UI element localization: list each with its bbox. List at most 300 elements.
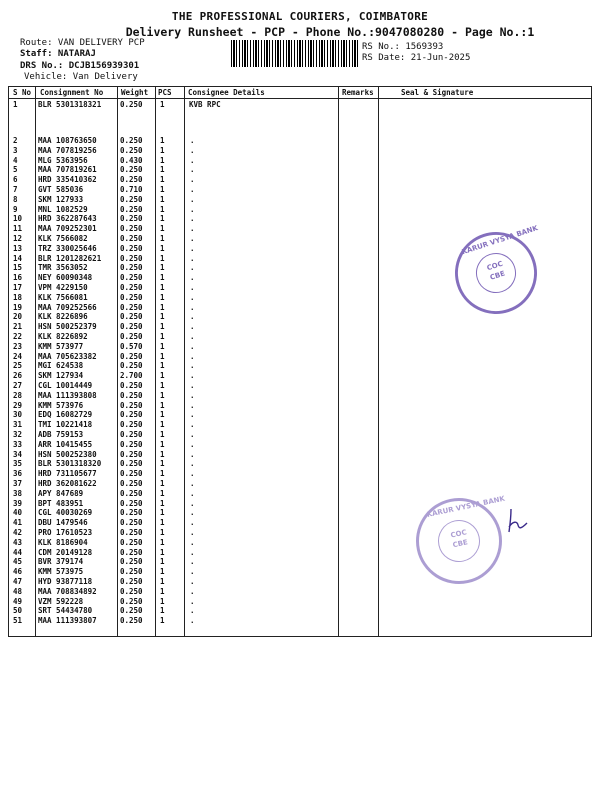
- row-consignee-mark: .: [190, 390, 195, 400]
- row-sno: 27: [13, 381, 23, 390]
- row-consignment: NEY 60090348: [38, 273, 93, 283]
- row-consignment: SRT 54434780: [38, 606, 93, 616]
- row-consignment: MAA 707819256: [38, 145, 97, 155]
- row-pcs: 1: [160, 341, 165, 351]
- row-pcs: 1: [160, 234, 165, 243]
- row-consignee-mark: .: [190, 155, 195, 165]
- row-pcs: 1: [160, 155, 165, 165]
- row-consignee-mark: .: [190, 528, 195, 537]
- table-row: [9, 205, 591, 214]
- row-pcs: 1: [160, 616, 165, 626]
- row-sno: 32: [13, 430, 23, 439]
- row-sno: 11: [13, 224, 23, 234]
- table-row: [9, 606, 591, 615]
- row-weight: 0.250: [120, 136, 143, 145]
- row-sno: 31: [13, 420, 23, 430]
- row-consignee-mark: .: [190, 469, 195, 479]
- row-pcs: 1: [160, 371, 165, 381]
- barcode: [231, 40, 359, 67]
- row-weight: 0.250: [120, 302, 143, 312]
- table-row: [9, 537, 591, 550]
- row-pcs: 1: [160, 292, 165, 302]
- row-weight: 0.250: [120, 204, 143, 214]
- row-consignment: KLK 8226896: [38, 312, 88, 322]
- table-row: [9, 401, 591, 410]
- row-pcs: 1: [160, 165, 165, 175]
- row-sno: 43: [13, 537, 23, 547]
- row-consignment: HSN 500252379: [38, 322, 97, 332]
- col-header-consignee: Consignee Details: [188, 88, 265, 97]
- row-consignment: MAA 708834892: [38, 586, 97, 596]
- row-consignee-mark: .: [190, 381, 195, 390]
- row-sno: 44: [13, 547, 23, 557]
- row-weight: 0.250: [120, 194, 143, 204]
- row-weight: 0.250: [120, 488, 143, 498]
- row-consignment: GVT 585036: [38, 185, 84, 194]
- row-sno: 26: [13, 371, 23, 381]
- row-sno: 40: [13, 508, 23, 518]
- stamp-line2: CBE: [489, 269, 507, 282]
- row-pcs: 1: [160, 381, 165, 390]
- row-sno: 4: [13, 155, 18, 165]
- stamp-line1: COC: [485, 259, 504, 273]
- row-pcs: 1: [160, 430, 165, 439]
- col-header-consignment: Consignment No: [40, 88, 104, 97]
- row-pcs: 1: [160, 351, 165, 361]
- row-consignment: VPM 4229150: [38, 283, 88, 292]
- row-consignee-mark: .: [190, 596, 195, 606]
- col-header-remarks: Remarks: [342, 88, 374, 97]
- table-row: [9, 597, 591, 606]
- row-sno: 9: [13, 204, 18, 214]
- rs-date: RS Date: 21-Jun-2025: [362, 53, 471, 63]
- row-consignment: CGL 40030269: [38, 508, 93, 518]
- table-row: [9, 136, 591, 145]
- row-consignment: CDM 20149128: [38, 547, 93, 557]
- row-weight: 0.250: [120, 410, 143, 420]
- row-sno: 14: [13, 253, 23, 263]
- row-pcs: 1: [160, 100, 165, 109]
- row-consignee-mark: .: [190, 145, 195, 155]
- table-row: [9, 214, 591, 223]
- row-weight: 0.250: [120, 430, 143, 439]
- row-pcs: 1: [160, 145, 165, 155]
- row-weight: 0.250: [120, 586, 143, 596]
- row-sno: 34: [13, 449, 23, 459]
- row-sno: 2: [13, 136, 18, 145]
- table-row: [9, 430, 591, 439]
- row-consignee-mark: .: [190, 430, 195, 439]
- row-weight: 0.250: [120, 165, 143, 175]
- row-weight: 0.250: [120, 234, 143, 243]
- row-pcs: 1: [160, 224, 165, 234]
- row-consignee-mark: .: [190, 537, 195, 547]
- row-weight: 0.250: [120, 557, 143, 567]
- row-sno: 3: [13, 145, 18, 155]
- table-row: [9, 548, 591, 557]
- row-weight: 0.250: [120, 567, 143, 577]
- row-pcs: 1: [160, 136, 165, 145]
- row-sno: 41: [13, 518, 23, 528]
- row-pcs: 1: [160, 479, 165, 488]
- row-consignment: APY 847689: [38, 488, 84, 498]
- table-row: [9, 352, 591, 361]
- row-weight: 0.250: [120, 498, 143, 508]
- row-consignee-mark: .: [190, 498, 195, 508]
- row-consignment: ARR 10415455: [38, 439, 93, 449]
- row-sno: 37: [13, 479, 23, 488]
- row-consignee-mark: .: [190, 439, 195, 449]
- row-weight: 0.250: [120, 100, 143, 109]
- row-weight: 0.250: [120, 508, 143, 518]
- row-consignee-mark: .: [190, 371, 195, 381]
- stamp-line1: COC: [449, 528, 468, 540]
- row-pcs: 1: [160, 312, 165, 322]
- row-consignment: VZM 592228: [38, 596, 84, 606]
- row-weight: 0.250: [120, 518, 143, 528]
- row-weight: 0.250: [120, 351, 143, 361]
- row-consignment: HSN 500252380: [38, 449, 97, 459]
- stamp-line2: CBE: [451, 538, 469, 550]
- row-pcs: 1: [160, 273, 165, 283]
- row-pcs: 1: [160, 557, 165, 567]
- row-consignment: MAA 705623382: [38, 351, 97, 361]
- row-sno: 46: [13, 567, 23, 577]
- row-consignment: MAA 111393807: [38, 616, 97, 626]
- row-consignee-mark: .: [190, 312, 195, 322]
- row-consignment: BVR 379174: [38, 557, 84, 567]
- row-weight: 0.250: [120, 537, 143, 547]
- row-weight: 0.250: [120, 381, 143, 390]
- col-header-seal-signature: Seal & Signature: [401, 88, 474, 97]
- row-sno: 12: [13, 234, 23, 243]
- row-consignment: TMI 10221418: [38, 420, 93, 430]
- row-consignee-mark: .: [190, 194, 195, 204]
- row-pcs: 1: [160, 606, 165, 616]
- row-consignee-mark: .: [190, 273, 195, 283]
- col-header-weight: Weight: [121, 88, 149, 97]
- row-weight: 0.250: [120, 459, 143, 469]
- row-consignment: MAA 709252301: [38, 224, 97, 234]
- row-weight: 0.250: [120, 292, 143, 302]
- row-consignee-mark: .: [190, 410, 195, 420]
- row-pcs: 1: [160, 547, 165, 557]
- row-sno: 42: [13, 528, 23, 537]
- table-row: [9, 146, 591, 155]
- row-consignee-mark: .: [190, 577, 195, 586]
- row-weight: 0.250: [120, 312, 143, 322]
- table-row: [9, 557, 591, 566]
- row-consignee-mark: .: [190, 616, 195, 626]
- row-consignment: KMM 573975: [38, 567, 84, 577]
- row-consignee-mark: .: [190, 567, 195, 577]
- row-consignment: KMM 573977: [38, 341, 84, 351]
- row-consignee-mark: .: [190, 351, 195, 361]
- row-consignee-mark: .: [190, 243, 195, 253]
- row-pcs: 1: [160, 185, 165, 194]
- row-consignee-mark: .: [190, 449, 195, 459]
- row-sno: 20: [13, 312, 23, 322]
- row-pcs: 1: [160, 518, 165, 528]
- row-sno: 22: [13, 332, 23, 341]
- row-weight: 0.250: [120, 479, 143, 488]
- table-row: [9, 459, 591, 468]
- row-pcs: 1: [160, 253, 165, 263]
- row-weight: 0.250: [120, 449, 143, 459]
- row-weight: 0.250: [120, 400, 143, 410]
- row-pcs: 1: [160, 537, 165, 547]
- row-pcs: 1: [160, 577, 165, 586]
- row-sno: 36: [13, 469, 23, 479]
- row-consignee-mark: .: [190, 341, 195, 351]
- table-row: [9, 156, 591, 165]
- row-sno: 21: [13, 322, 23, 332]
- row-consignment: BLR 1201282621: [38, 253, 102, 263]
- row-consignee-mark: .: [190, 292, 195, 302]
- table-row: [9, 371, 591, 380]
- header-divider: [9, 98, 591, 99]
- table-row: [9, 518, 591, 527]
- row-consignee-mark: .: [190, 479, 195, 488]
- row-consignment: DBU 1479546: [38, 518, 88, 528]
- row-weight: 0.250: [120, 253, 143, 263]
- row-consignee-mark: .: [190, 459, 195, 469]
- row-weight: 0.250: [120, 175, 143, 185]
- row-consignee-mark: .: [190, 361, 195, 371]
- row-consignee-mark: .: [190, 136, 195, 145]
- row-weight: 0.250: [120, 263, 143, 273]
- row-weight: 0.710: [120, 185, 143, 194]
- table-row: [9, 577, 591, 586]
- row-sno: 18: [13, 292, 23, 302]
- row-weight: 0.250: [120, 596, 143, 606]
- row-pcs: 1: [160, 214, 165, 224]
- row-pcs: 1: [160, 488, 165, 498]
- row-consignment: HYD 93877118: [38, 577, 93, 586]
- row-sno: 23: [13, 341, 23, 351]
- row-sno: 15: [13, 263, 23, 273]
- row-consignee-mark: .: [190, 518, 195, 528]
- row-weight: 0.570: [120, 341, 143, 351]
- staff-label: Staff: NATARAJ: [20, 49, 96, 59]
- row-consignment: EDQ 16082729: [38, 410, 93, 420]
- row-consignment: KLK 7566081: [38, 292, 88, 302]
- row-consignee-mark: .: [190, 488, 195, 498]
- row-consignment: HRD 335410362: [38, 175, 97, 185]
- row-consignment: BLR 5301318320: [38, 459, 102, 469]
- table-row: [9, 616, 591, 625]
- row-sno: 6: [13, 175, 18, 185]
- row-consignment: TMR 3563052: [38, 263, 88, 273]
- row-weight: 0.430: [120, 155, 143, 165]
- row-weight: 0.250: [120, 547, 143, 557]
- row-pcs: 1: [160, 596, 165, 606]
- row-consignee-mark: .: [190, 508, 195, 518]
- row-sno: 25: [13, 361, 23, 371]
- table-row: [9, 410, 591, 419]
- row-consignment: SKM 127933: [38, 194, 84, 204]
- row-consignment: MAA 709252566: [38, 302, 97, 312]
- signature-mark: [505, 505, 535, 535]
- col-header-pcs: PCS: [158, 88, 172, 97]
- route-label: Route: VAN DELIVERY PCP: [20, 38, 145, 48]
- row-weight: 0.250: [120, 420, 143, 430]
- row-consignee-mark: .: [190, 302, 195, 312]
- row-sno: 19: [13, 302, 23, 312]
- row-consignment: HRD 731105677: [38, 469, 97, 479]
- row-consignment: HRD 362081622: [38, 479, 97, 488]
- row-consignee-mark: .: [190, 606, 195, 616]
- row-sno: 17: [13, 283, 23, 292]
- row-pcs: 1: [160, 410, 165, 420]
- row-sno: 50: [13, 606, 23, 616]
- row-consignee-mark: .: [190, 175, 195, 185]
- row-pcs: 1: [160, 332, 165, 341]
- row-consignment: PRO 17610523: [38, 528, 93, 537]
- table-row: [9, 391, 591, 400]
- row-consignment: KLK 7566082: [38, 234, 88, 243]
- row-weight: 0.250: [120, 322, 143, 332]
- table-row: [9, 420, 591, 429]
- row-consignee-mark: .: [190, 214, 195, 224]
- drs-number: DRS No.: DCJB156939301: [20, 61, 140, 71]
- row-pcs: 1: [160, 449, 165, 459]
- row-consignee-mark: .: [190, 253, 195, 263]
- row-weight: 2.700: [120, 371, 143, 381]
- row-sno: 8: [13, 194, 18, 204]
- row-consignment: MAA 108763650: [38, 136, 97, 145]
- row-sno: 13: [13, 243, 23, 253]
- row-weight: 0.250: [120, 469, 143, 479]
- row-pcs: 1: [160, 508, 165, 518]
- row-weight: 0.250: [120, 577, 143, 586]
- row-consignment: MLG 5363956: [38, 155, 88, 165]
- row-sno: 29: [13, 400, 23, 410]
- row-consignment: SKM 127934: [38, 371, 84, 381]
- table-row: [9, 332, 591, 341]
- table-row: [9, 381, 591, 390]
- table-row: [9, 587, 591, 596]
- row-pcs: 1: [160, 400, 165, 410]
- table-row: [9, 508, 591, 517]
- table-row: [9, 312, 591, 321]
- row-consignee-mark: .: [190, 420, 195, 430]
- row-weight: 0.250: [120, 145, 143, 155]
- row-weight: 0.250: [120, 214, 143, 224]
- row-sno: 48: [13, 586, 23, 596]
- row-pcs: 1: [160, 283, 165, 292]
- row-consignee-mark: .: [190, 557, 195, 567]
- row-consignee-mark: .: [190, 322, 195, 332]
- row-pcs: 1: [160, 528, 165, 537]
- row-weight: 0.250: [120, 283, 143, 292]
- table-row: [9, 342, 591, 351]
- table-row: [9, 100, 591, 109]
- table-row: [9, 567, 591, 576]
- row-sno: 10: [13, 214, 23, 224]
- row-pcs: 1: [160, 322, 165, 332]
- row-pcs: 1: [160, 420, 165, 430]
- table-row: [9, 528, 591, 540]
- row-consignment: MAA 111393808: [38, 390, 97, 400]
- row-weight: 0.250: [120, 606, 143, 616]
- row-pcs: 1: [160, 390, 165, 400]
- row-pcs: 1: [160, 459, 165, 469]
- rs-number: RS No.: 1569393: [362, 42, 444, 52]
- row-sno: 49: [13, 596, 23, 606]
- row-sno: 35: [13, 459, 23, 469]
- row-pcs: 1: [160, 175, 165, 185]
- vehicle-label: Vehicle: Van Delivery: [24, 72, 138, 82]
- row-sno: 33: [13, 439, 23, 449]
- row-sno: 7: [13, 185, 18, 194]
- table-row: [9, 440, 591, 449]
- row-consignment: MGI 624538: [38, 361, 84, 371]
- row-sno: 16: [13, 273, 23, 283]
- row-weight: 0.250: [120, 361, 143, 371]
- stamp-bank-text: KARUR VYSYA BANK: [460, 224, 539, 257]
- row-consignment: BPT 483951: [38, 498, 84, 508]
- row-consignee-mark: .: [190, 400, 195, 410]
- row-consignee-mark: .: [190, 586, 195, 596]
- row-consignee-mark: .: [190, 547, 195, 557]
- table-row: [9, 195, 591, 204]
- row-pcs: 1: [160, 498, 165, 508]
- row-consignment: ADB 759153: [38, 430, 84, 439]
- row-sno: 28: [13, 390, 23, 400]
- row-consignee-mark: .: [190, 204, 195, 214]
- row-pcs: 1: [160, 361, 165, 371]
- row-sno: 45: [13, 557, 23, 567]
- row-consignment: TRZ 330025646: [38, 243, 97, 253]
- row-pcs: 1: [160, 439, 165, 449]
- table-top-border: [9, 86, 591, 87]
- row-pcs: 1: [160, 469, 165, 479]
- row-weight: 0.250: [120, 243, 143, 253]
- row-consignment: CGL 10014449: [38, 381, 93, 390]
- table-row: [9, 165, 591, 174]
- row-consignment: MAA 707819261: [38, 165, 97, 175]
- row-weight: 0.250: [120, 439, 143, 449]
- table-row: [9, 185, 591, 194]
- row-consignee: KVB RPC: [189, 100, 221, 109]
- col-header-sno: S No: [13, 88, 32, 97]
- stamp-bank-text: KARUR VYSYA BANK: [426, 494, 506, 520]
- row-sno: 5: [13, 165, 18, 175]
- row-consignee-mark: .: [190, 283, 195, 292]
- row-consignee-mark: .: [190, 165, 195, 175]
- row-consignee-mark: .: [190, 234, 195, 243]
- row-consignment: BLR 5301318321: [38, 100, 102, 109]
- row-consignment: HRD 362287643: [38, 214, 97, 224]
- row-sno: 39: [13, 498, 23, 508]
- table-row: [9, 361, 591, 370]
- row-pcs: 1: [160, 204, 165, 214]
- runsheet-subtitle: Delivery Runsheet - PCP - Phone No.:9047080280 - Page No.:1: [125, 25, 535, 39]
- row-pcs: 1: [160, 243, 165, 253]
- table-row: [9, 450, 591, 459]
- row-consignment: KMM 573976: [38, 400, 84, 410]
- table-row: [9, 175, 591, 184]
- row-sno: 38: [13, 488, 23, 498]
- row-weight: 0.250: [120, 273, 143, 283]
- row-pcs: 1: [160, 302, 165, 312]
- company-title: THE PROFESSIONAL COURIERS, COIMBATORE: [171, 10, 429, 23]
- row-weight: 0.250: [120, 224, 143, 234]
- row-weight: 0.250: [120, 332, 143, 341]
- row-sno: 24: [13, 351, 23, 361]
- row-consignee-mark: .: [190, 185, 195, 194]
